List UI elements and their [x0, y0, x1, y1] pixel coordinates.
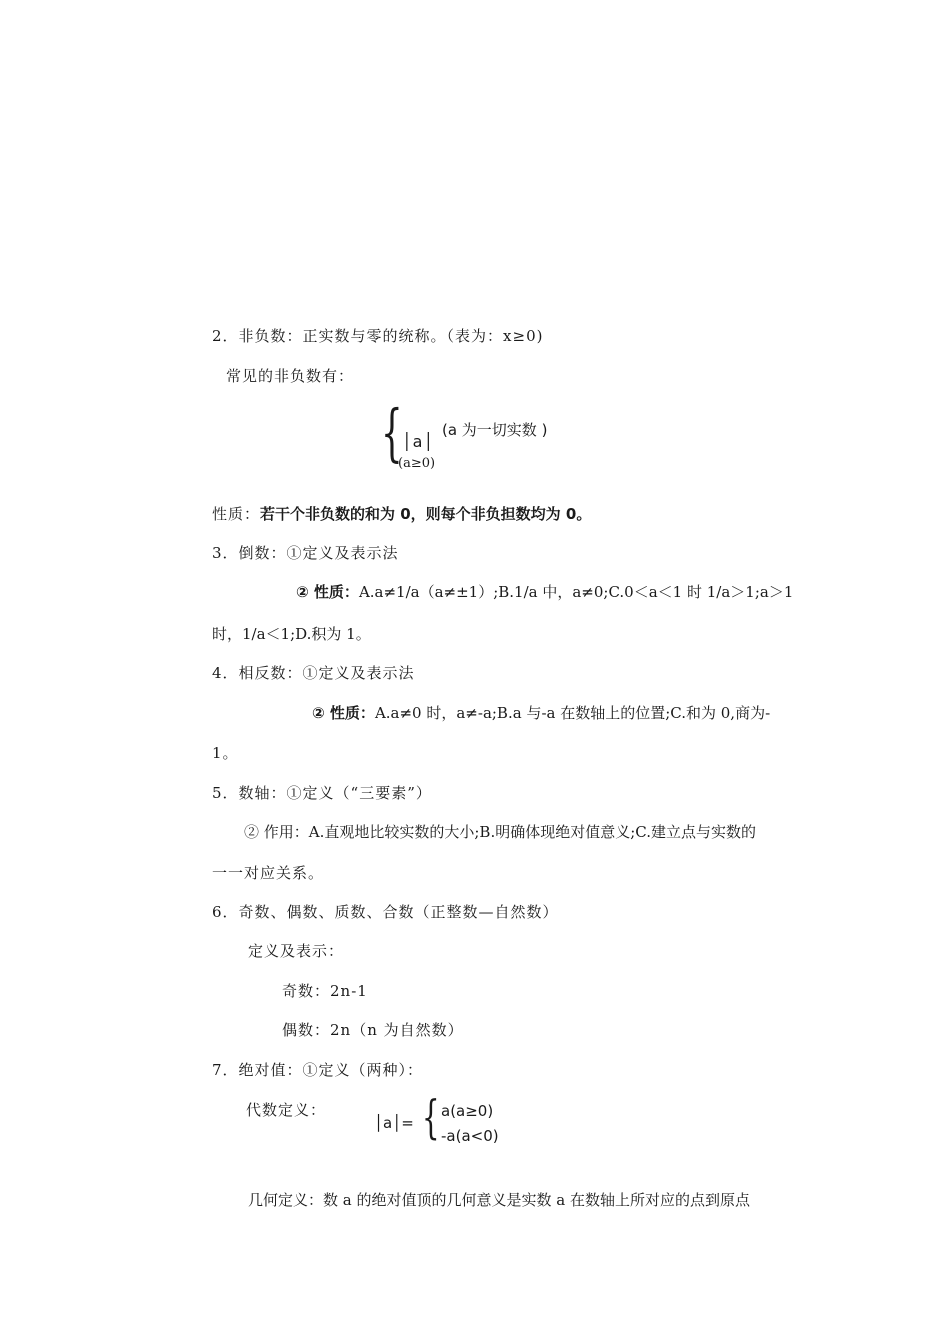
- geometric-definition: 几何定义：数 a 的绝对值顶的几何意义是实数 a 在数轴上所对应的点到原点: [248, 1191, 750, 1209]
- opposite-property-label: ② 性质：: [312, 704, 375, 722]
- section-3-property-line1: [296, 582, 793, 602]
- section-2-title: 2．非负数：正实数与零的统称。（表为：x≥0): [212, 327, 544, 345]
- abs-a-note: (a 为一切实数 ): [442, 421, 548, 439]
- abs-a-expression: │a│: [402, 432, 435, 451]
- section-4-property-line1: [312, 703, 770, 723]
- reciprocal-property-text: A.a≠1/a（a≠±1）;B.1/a 中，a≠0;C.0＜a＜1 时 1/a＞1;a＞1: [358, 583, 794, 601]
- section-7-title: 7．绝对值：①定义（两种）：: [212, 1061, 424, 1079]
- section-4-title: 4．相反数：①定义及表示法: [212, 664, 415, 682]
- section-4-property-line2: 1。: [212, 744, 239, 762]
- algebraic-definition-label: 代数定义：: [246, 1101, 327, 1119]
- cases-brace: {: [422, 1090, 440, 1144]
- section-5-use-line2: 一一对应关系。: [212, 864, 325, 882]
- section-3-title: 3．倒数：①定义及表示法: [212, 544, 399, 562]
- odd-number-definition: 奇数：2n-1: [282, 982, 368, 1000]
- abs-a-equals: │a│=: [374, 1114, 414, 1132]
- left-brace: {: [381, 396, 403, 469]
- section-5-use-line1: ② 作用：A.直观地比较实数的大小;B.明确体现绝对值意义;C.建立点与实数的: [244, 823, 756, 841]
- section-5-title: 5．数轴：①定义（“三要素”）: [212, 784, 432, 802]
- common-nonnegative-label: 常见的非负数有：: [226, 367, 355, 385]
- section-6-definition: 定义及表示：: [248, 942, 345, 960]
- case-negative: -a(a<0): [441, 1127, 499, 1145]
- section-6-title: 6．奇数、偶数、质数、合数（正整数—自然数）: [212, 903, 559, 921]
- case-nonnegative: a(a≥0): [441, 1102, 494, 1120]
- section-3-property-line2: 时，1/a＜1;D.积为 1。: [212, 625, 371, 643]
- section-2-property: [212, 504, 591, 524]
- reciprocal-property-label: ② 性质：: [296, 583, 359, 601]
- even-number-definition: 偶数：2n（n 为自然数）: [282, 1021, 464, 1039]
- property-label: 性质：: [212, 505, 261, 523]
- a-nonnegative-condition: (a≥0): [398, 456, 436, 471]
- opposite-property-text: A.a≠0 时，a≠-a;B.a 与-a 在数轴上的位置;C.和为 0,商为-: [374, 704, 771, 722]
- property-text: 若干个非负数的和为 0，则每个非负担数均为 0。: [260, 505, 592, 523]
